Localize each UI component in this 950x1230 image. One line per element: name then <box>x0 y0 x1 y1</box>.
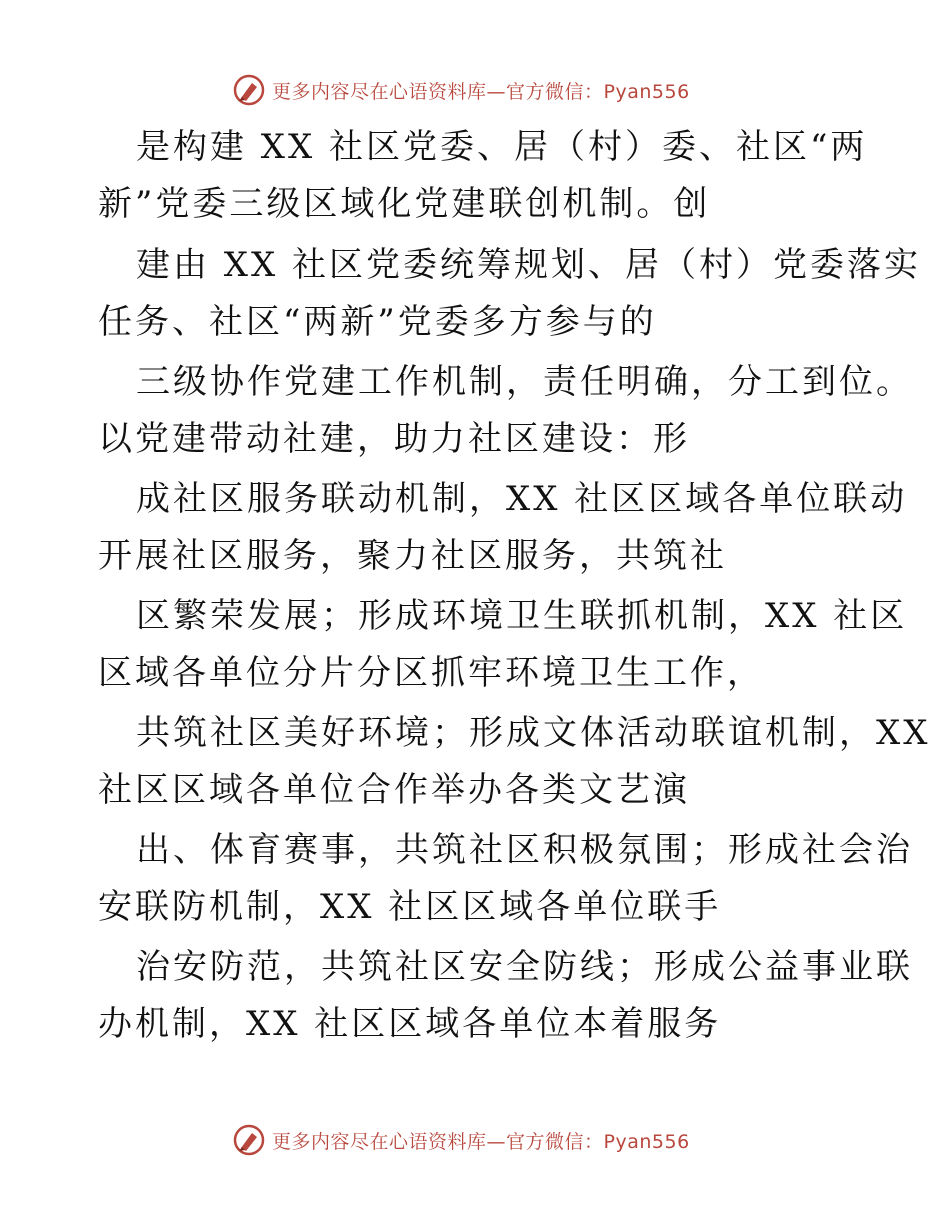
pen-circle-logo-icon <box>232 73 266 107</box>
text-line: 安联防机制，XX 社区区域各单位联手 <box>98 887 722 927</box>
text-line: 共筑社区美好环境；形成文体活动联谊机制，XX <box>136 713 931 753</box>
text-line: 任务、社区“两新”党委多方参与的 <box>98 302 657 342</box>
text-line: 出、体育赛事，共筑社区积极氛围；形成社会治 <box>136 830 913 870</box>
text-line: 建由 XX 社区党委统筹规划、居（村）党委落实 <box>136 245 922 285</box>
text-line: 以党建带动社建，助力社区建设：形 <box>98 419 690 459</box>
text-line: 是构建 XX 社区党委、居（村）委、社区“两 <box>136 127 868 167</box>
text-line: 新”党委三级区域化党建联创机制。创 <box>98 184 711 224</box>
watermark-text: 更多内容尽在心语资料库—官方微信：Pyan556 <box>272 1130 690 1153</box>
watermark-text: 更多内容尽在心语资料库—官方微信：Pyan556 <box>272 80 690 103</box>
text-line: 治安防范，共筑社区安全防线；形成公益事业联 <box>136 947 913 987</box>
text-line: 开展社区服务，聚力社区服务，共筑社 <box>98 536 727 576</box>
text-line: 办机制，XX 社区区域各单位本着服务 <box>98 1004 722 1044</box>
pen-circle-logo-icon <box>232 1123 266 1157</box>
text-line: 三级协作党建工作机制，责任明确，分工到位。 <box>136 362 913 402</box>
text-line: 区繁荣发展；形成环境卫生联抓机制，XX 社区 <box>136 596 908 636</box>
text-line: 区域各单位分片分区抓牢环境卫生工作， <box>98 653 764 693</box>
text-line: 成社区服务联动机制，XX 社区区域各单位联动 <box>136 479 908 519</box>
footer-watermark <box>232 1120 752 1160</box>
text-line: 社区区域各单位合作举办各类文艺演 <box>98 770 690 810</box>
header-watermark <box>232 70 752 110</box>
